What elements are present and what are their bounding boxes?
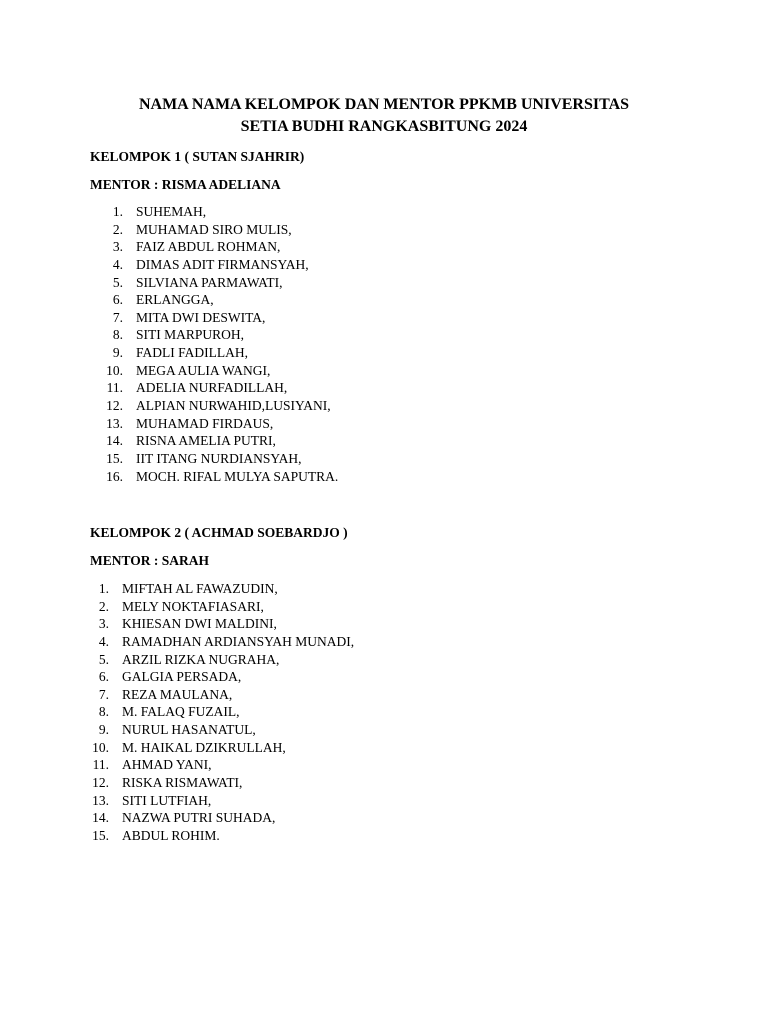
list-item-name: ADELIA NURFADILLAH, xyxy=(136,380,288,396)
list-item-name: NURUL HASANATUL, xyxy=(122,722,256,738)
list-item-name: GALGIA PERSADA, xyxy=(122,669,242,685)
list-item-name: ALPIAN NURWAHID,LUSIYANI, xyxy=(136,398,331,414)
list-item-name: MUHAMAD SIRO MULIS, xyxy=(136,221,292,237)
list-item-number: 2. xyxy=(98,598,109,614)
list-item-number: 9. xyxy=(98,722,109,738)
list-item-number: 15. xyxy=(106,450,123,466)
list-item-name: AHMAD YANI, xyxy=(122,757,212,773)
list-item-number: 4. xyxy=(98,633,109,649)
group-1-heading: KELOMPOK 1 ( SUTAN SJAHRIR) xyxy=(90,149,305,164)
list-item-number: 10. xyxy=(106,362,123,378)
list-item-number: 13. xyxy=(106,415,123,431)
list-item-number: 14. xyxy=(92,810,109,826)
list-item-number: 10. xyxy=(92,739,109,755)
list-item-name: MIFTAH AL FAWAZUDIN, xyxy=(122,581,278,596)
list-item-number: 3. xyxy=(112,239,123,255)
list-item-number: 1. xyxy=(112,204,123,219)
list-item-number: 1. xyxy=(98,581,109,596)
list-item-number: 14. xyxy=(106,433,123,449)
list-item-number: 15. xyxy=(92,827,109,843)
list-item-name: MELY NOKTAFIASARI, xyxy=(122,598,264,614)
list-item-name: M. FALAQ FUZAIL, xyxy=(122,704,240,720)
list-item-name: ARZIL RIZKA NUGRAHA, xyxy=(122,651,280,667)
list-item-number: 11. xyxy=(92,757,109,773)
list-item-number: 6. xyxy=(112,292,123,308)
title-line-2: SETIA BUDHI RANGKASBITUNG 2024 xyxy=(240,118,528,135)
list-item-number: 5. xyxy=(98,651,109,667)
group-1-mentor: MENTOR : RISMA ADELIANA xyxy=(90,177,281,192)
list-item-number: 8. xyxy=(112,327,123,343)
list-item-number: 9. xyxy=(112,345,123,361)
list-item-name: RISNA AMELIA PUTRI, xyxy=(136,433,276,449)
list-item-name: DIMAS ADIT FIRMANSYAH, xyxy=(136,256,309,272)
list-item-name: SUHEMAH, xyxy=(136,204,207,219)
list-item-number: 11. xyxy=(106,380,123,396)
list-item-number: 13. xyxy=(92,792,109,808)
list-item-name: KHIESAN DWI MALDINI, xyxy=(122,616,277,632)
document-title xyxy=(0,94,768,138)
list-item-name: SILVIANA PARMAWATI, xyxy=(136,274,283,290)
list-item-name: ERLANGGA, xyxy=(136,292,214,308)
list-item-number: 16. xyxy=(106,468,123,484)
list-item-number: 2. xyxy=(112,221,123,237)
list-item-number: 4. xyxy=(112,256,123,272)
list-item-name: REZA MAULANA, xyxy=(122,686,233,702)
list-item-name: FADLI FADILLAH, xyxy=(136,345,248,361)
title-line-1: NAMA NAMA KELOMPOK DAN MENTOR PPKMB UNIVERSITAS xyxy=(138,96,630,113)
list-item-name: MUHAMAD FIRDAUS, xyxy=(136,415,274,431)
list-item-number: 7. xyxy=(98,686,109,702)
group-2-heading: KELOMPOK 2 ( ACHMAD SOEBARDJO ) xyxy=(90,525,348,540)
list-item-name: MEGA AULIA WANGI, xyxy=(136,362,271,378)
list-item-name: M. HAIKAL DZIKRULLAH, xyxy=(122,739,286,755)
list-item-name: RAMADHAN ARDIANSYAH MUNADI, xyxy=(122,633,355,649)
list-item-number: 6. xyxy=(98,669,109,685)
list-item-name: MOCH. RIFAL MULYA SAPUTRA. xyxy=(136,468,339,484)
list-item-name: SITI MARPUROH, xyxy=(136,327,245,343)
list-item-name: SITI LUTFIAH, xyxy=(122,792,212,808)
list-item-name: NAZWA PUTRI SUHADA, xyxy=(122,810,276,826)
list-item-number: 7. xyxy=(112,309,123,325)
group-2-mentor: MENTOR : SARAH xyxy=(90,553,210,568)
list-item-number: 3. xyxy=(98,616,109,632)
list-item-name: FAIZ ABDUL ROHMAN, xyxy=(136,239,281,255)
list-item-number: 12. xyxy=(106,398,123,414)
list-item-name: IIT ITANG NURDIANSYAH, xyxy=(136,450,302,466)
list-item-number: 5. xyxy=(112,274,123,290)
list-item-number: 12. xyxy=(92,775,109,791)
list-item-number: 8. xyxy=(98,704,109,720)
list-item-name: RISKA RISMAWATI, xyxy=(122,775,243,791)
list-item-name: MITA DWI DESWITA, xyxy=(136,309,266,325)
list-item-name: ABDUL ROHIM. xyxy=(122,827,220,843)
